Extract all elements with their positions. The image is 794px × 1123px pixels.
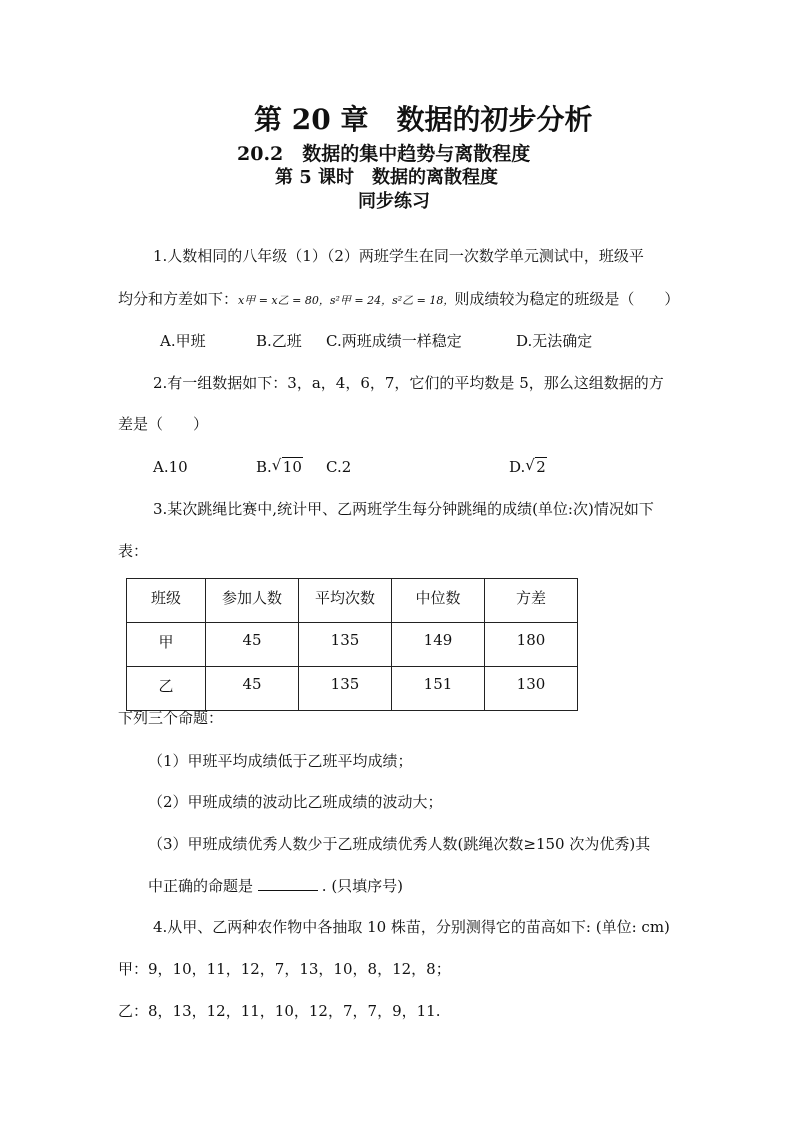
q1-line1: 1.人数相同的八年级（1）（2）两班学生在同一次数学单元测试中，班级平 (153, 247, 644, 265)
q1-option-a: A.甲班 (160, 332, 206, 350)
q2-line1: 2.有一组数据如下：3，a，4，6，7，它们的平均数是 5，那么这组数据的方 (153, 374, 664, 392)
q2-option-b (256, 458, 303, 476)
q2-option-b-radicand: 10 (282, 458, 302, 476)
section-title: 20.2 数据的集中趋势与离散程度 (237, 143, 531, 165)
table-header-row (127, 579, 578, 623)
q1-option-b: B.乙班 (256, 332, 302, 350)
answer-blank[interactable] (258, 876, 318, 891)
score-table (126, 578, 578, 711)
q2-option-d-radicand: 2 (536, 458, 546, 476)
table-header-cell: 方差 (485, 579, 578, 623)
q3-statement-3: （3）甲班成绩优秀人数少于乙班成绩优秀人数(跳绳次数≥150 次为优秀)其 (148, 835, 651, 853)
q3-line2: 表： (118, 542, 149, 560)
q3-answer-prefix: 中正确的命题是 (148, 877, 254, 895)
table-header-cell: 参加人数 (206, 579, 299, 623)
q1-line2 (118, 288, 679, 309)
q4-line3: 乙：8，13，12，11，10，12，7，7，9，11. (118, 1002, 441, 1020)
lesson-title: 第 5 课时 数据的离散程度 (275, 167, 499, 188)
q2-option-d-label: D. (509, 458, 526, 476)
q3-statement-2: （2）甲班成绩的波动比乙班成绩的波动大； (148, 793, 443, 811)
q3-intro: 下列三个命题： (118, 709, 224, 727)
table-row (127, 623, 578, 667)
table-cell: 151 (392, 667, 485, 711)
q2-option-b-label: B. (256, 458, 272, 476)
table-header-cell: 中位数 (392, 579, 485, 623)
table-cell: 180 (485, 623, 578, 667)
sqrt-icon: √ 10 (271, 456, 302, 476)
q4-line2: 甲：9，10，11，12，7，13，10，8，12，8； (118, 960, 451, 978)
table-cell: 135 (299, 667, 392, 711)
table-cell: 乙 (127, 667, 206, 711)
q4-line1: 4.从甲、乙两种农作物中各抽取 10 株苗，分别测得它的苗高如下: (单位: cm) (153, 918, 670, 936)
table-header-cell: 平均次数 (299, 579, 392, 623)
table-cell: 130 (485, 667, 578, 711)
q2-option-c: C.2 (326, 458, 352, 476)
q2-option-d (509, 458, 547, 476)
table-cell: 45 (206, 667, 299, 711)
q3-statement-1: （1）甲班平均成绩低于乙班平均成绩； (148, 752, 413, 770)
practice-title: 同步练习 (358, 191, 430, 212)
q2-line2: 差是（ ） (118, 415, 209, 433)
table-cell: 甲 (127, 623, 206, 667)
q3-line1: 3.某次跳绳比赛中,统计甲、乙两班学生每分钟跳绳的成绩(单位:次)情况如下 (153, 500, 654, 518)
q2-option-a: A.10 (153, 458, 188, 476)
q1-option-c: C.两班成绩一样稳定 (326, 332, 462, 350)
q1-line2-prefix: 均分和方差如下： (118, 290, 239, 308)
q1-option-d: D.无法确定 (516, 332, 593, 350)
chapter-title: 第 20 章 数据的初步分析 (254, 103, 593, 136)
table-header-cell: 班级 (127, 579, 206, 623)
q1-formula: x甲 = x乙 = 80，s²甲 = 24，s²乙 = 18， (238, 294, 455, 307)
table-cell: 149 (392, 623, 485, 667)
table-cell: 45 (206, 623, 299, 667)
table-row (127, 667, 578, 711)
q3-answer-line (148, 875, 403, 896)
q1-line2-suffix: 则成绩较为稳定的班级是（ ） (454, 290, 680, 308)
q3-answer-suffix: . (只填序号) (321, 877, 404, 895)
table-cell: 135 (299, 623, 392, 667)
sqrt-icon: √ 2 (525, 456, 546, 476)
